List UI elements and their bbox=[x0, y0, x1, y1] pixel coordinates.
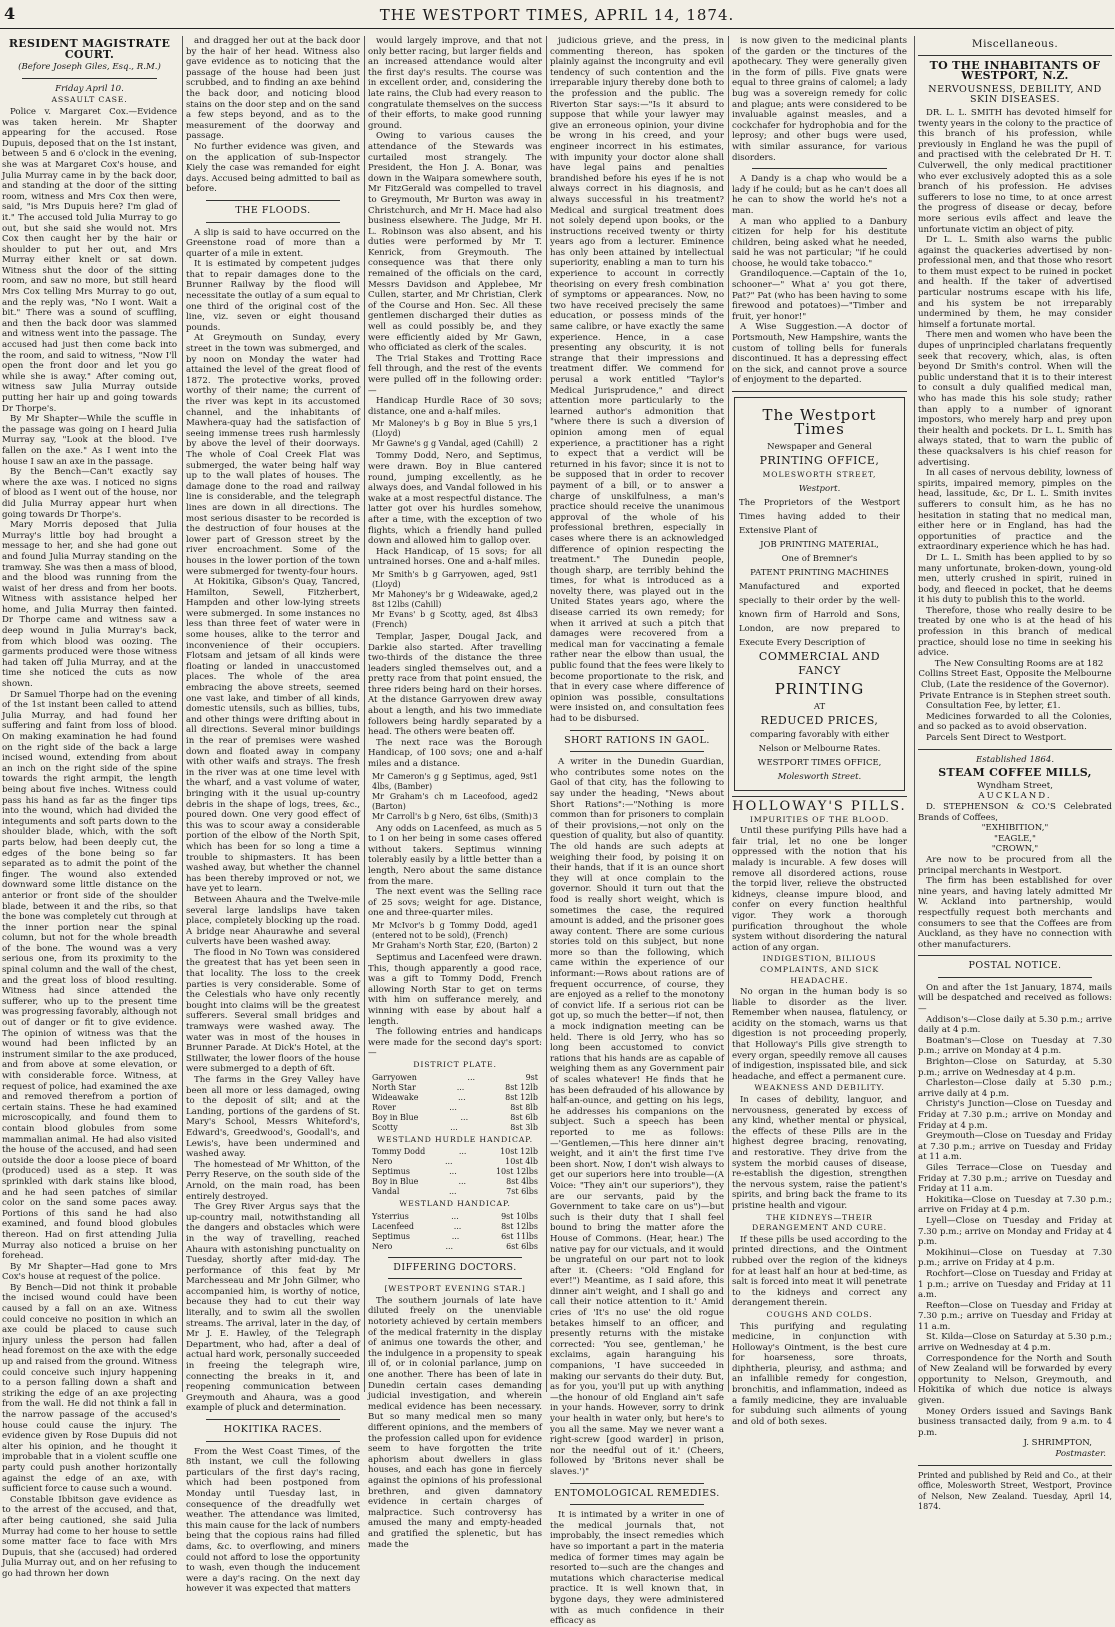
handicap-row bbox=[372, 1123, 538, 1133]
advert-line: REDUCED PRICES, bbox=[760, 714, 879, 727]
advert-paragraph: Medicines forwarded to all the Colonies, and so packed as to avoid observation. bbox=[918, 711, 1112, 733]
advert-paragraph: Dr L. L. Smith has been applied to by so many unfortunate, broken-down, young-old men, utterly crushed in spirit, ruined in body, and fleeced in pocket, that he deems it his duty to publish this to the world. bbox=[918, 552, 1112, 606]
handicap-cell: 7st 6lbs bbox=[506, 1187, 538, 1197]
postal-line: Hokitika—Close on Tuesday at 7.30 p.m.; arrive on Friday at 4 p.m. bbox=[918, 1194, 1112, 1216]
handicap-row bbox=[372, 1177, 538, 1187]
handicap-cell: 9st 10lbs bbox=[501, 1211, 538, 1221]
article-paragraph: A man who applied to a Danbury citizen for help for his destitute children, being asked what he needed, said he was not particular; "if he could choose, he would take tobacco." bbox=[732, 216, 907, 269]
handicap-cell: ... bbox=[451, 1211, 459, 1221]
handicap-row bbox=[372, 1147, 538, 1157]
handicap-cell: ... bbox=[456, 1082, 465, 1092]
handicap-cell: ... bbox=[451, 1231, 460, 1241]
horse-entry: Mr Graham's North Star, £20, (Barton) bbox=[372, 940, 531, 950]
subheading: COUGHS AND COLDS. bbox=[766, 1309, 873, 1319]
postal-line: Correspondence for the North and South of New Zealand will be forwarded by every opportunity to Nelson, Greymouth, and Hokitika of which due notice is always given. bbox=[918, 1353, 1112, 1407]
handicap-cell: ... bbox=[448, 1187, 457, 1197]
handicap-table bbox=[372, 1147, 538, 1197]
postal-line: Addison's—Close daily at 5.30 p.m.; arrive daily at 4 p.m. bbox=[918, 1014, 1112, 1036]
handicap-row bbox=[372, 1103, 538, 1113]
article-paragraph: If these pills be used according to the printed directions, and the Ointment rubbed over the region of the kidneys for at least half an hour at bed-time, as salt is forced into meat it will penetrate to the kidneys and correct any derangement therein. bbox=[732, 1234, 907, 1309]
article-paragraph: The homestead of Mr Whitton, of the Perry Reserve, on the south side of the Arnold, on the main road, has been entirely destroyed. bbox=[186, 1159, 360, 1202]
race-result-row bbox=[372, 610, 538, 630]
placing: 1 bbox=[532, 920, 538, 930]
article-paragraph: Owing to various causes the attendance of the Stewards was curtailed most strangely. The President, the Hon J. A. Bonar, was down in the Waipara somewhere south, Mr FitzGerald was compelled to travel to Greymouth, Mr Burton was away in Christchurch, and Mr H. Mace had also business elsewhere. The Judge, Mr H. L. Robinson was also absent, and his duties were performed by Mr T. Kenrick, from Greymouth. The consequence was that there only remained of the officials on the card, Messrs Davidson and Applebee, Mr Cullen, starter, and Mr Christian, Clerk of the Course and Hon. Sec. All these gentlemen discharged their duties as well as could possibly be, and they were efficiently aided by Mr Gawn, who officiated as clerk of the scales. bbox=[368, 131, 542, 354]
brand-item: "EAGLE," bbox=[994, 833, 1036, 844]
advert-paragraph: Dr L. L. Smith also warns the public against the quackeries advertised by non-professional men, and that those who resort to them must expect to be ruined in pocket and health. If the taker of advertised particular nostrums escape with his life, and his system be not irreparably undermined by them, he may consider himself a fortunate mortal. bbox=[918, 235, 1112, 330]
article-paragraph: A slip is said to have occurred on the Greenstone road of more than a quarter of a mile in extent. bbox=[186, 227, 360, 259]
handicap-cell: Septimus bbox=[372, 1231, 410, 1241]
doctors-source: [WESTPORT EVENING STAR.] bbox=[384, 1284, 526, 1294]
handicap-cell: ... bbox=[445, 1241, 454, 1251]
article-paragraph: The Trial Stakes and Trotting Race fell through, and the rest of the events were pulled off in the following order:— bbox=[368, 353, 542, 396]
race-results bbox=[372, 570, 538, 630]
placing: 2 bbox=[532, 940, 538, 950]
imprint: Printed and published by Reid and Co., at their office, Molesworth Street, Westport, Province of Nelson, New Zealand. Tuesday, April 14, 1874. bbox=[918, 1470, 1112, 1512]
brand-item: "CROWN," bbox=[991, 844, 1039, 855]
advert-line: Westport. bbox=[798, 484, 841, 494]
handicap-cell: Ysterrius bbox=[372, 1211, 409, 1221]
placing: 3 bbox=[532, 811, 538, 821]
nervousness-heading: NERVOUSNESS, DEBILITY, AND SKIN DISEASES. bbox=[928, 83, 1102, 106]
horse-entry: Mr Evans' b g Scotty, aged, 8st 4lbs (French) bbox=[372, 609, 533, 629]
race-results bbox=[372, 921, 538, 951]
article-paragraph: is now given to the medicinal plants of the garden or the tinctures of the apothecary. They were generally given in the form of pills. Five gnats were equal to three grains of calomel; a lady bug was a sovereign remedy for colic and plague; ants were considered to be invaluable against measles, and a cockchafer for hydrophobia and for the leprosy; and other bugs were used, with similar assurance, for various disorders. bbox=[732, 36, 907, 163]
advert-paragraph: There men and women who have been the dupes of unprincipled charlatans frequently seek that recovery, which, alas, is often beyond Dr Smith's control. When will the public understand that it is to their interest to consult a duly qualified medical man, who has made this his sole study; rather than apply to a number of ignorant impostors, who merely harp and prey upon their health and pockets. Dr L. L. Smith has always stated, that to warn the public of these quacksalvers is his chief reason for advertising. bbox=[918, 330, 1112, 468]
court-subheading: (Before Joseph Giles, Esq., R.M.) bbox=[18, 62, 161, 73]
handicap-cell: 9st bbox=[525, 1072, 538, 1082]
advert-line: PRINTING OFFICE, bbox=[759, 454, 880, 467]
handicap-cell: Tommy Dodd bbox=[372, 1147, 426, 1157]
handicap-cell: 10st 12lb bbox=[500, 1147, 538, 1157]
placing: 1 bbox=[532, 771, 538, 781]
postal-line: On and after the 1st January, 1874, mails will be despatched and received as follows:— bbox=[918, 982, 1112, 1015]
article-paragraph: Between Ahaura and the Twelve-mile several large landslips have taken place, completely blocking up the road. A bridge near Ahaurawhe and several culverts have been washed away. bbox=[186, 894, 360, 948]
handicap-cell: ... bbox=[450, 1122, 458, 1132]
masthead bbox=[0, 0, 1114, 29]
columns bbox=[2, 36, 1112, 1627]
article-paragraph: By Mr Shapter—While the scuffle in the passage was going on I heard Julia Murray say, "Look at the blood. I've fallen on the axe." As I went into the house I saw an axe in the passage. bbox=[2, 414, 177, 467]
article-paragraph: At Greymouth on Sunday, every street in the town was submerged, and by noon on Monday the water had attained the level of the great flood of 1872. The protective works, proved worthy of their name; the current of the river was kept in its accustomed channel, and the inhabitants of Mawhera-quay had the satisfaction of seeing immense trees rush harmlessly by above the level of their doorways. The whole of Coal Creek Flat was submerged, the water being half way up to the wall plates of houses. The damage done to the road and railway line is considerable, and the telegraph lines are down in all directions. The most serious disaster to be recorded is the destruction of four houses at the lower part of Gresson street by the river encroachment. Some of the houses in the lower portion of the town were submerged for twenty-four hours. bbox=[186, 333, 360, 577]
handicap-cell: North Star bbox=[372, 1082, 416, 1092]
handicap-cell: Wideawake bbox=[372, 1092, 419, 1102]
advert-paragraph: In all cases of nervous debility, lowness of spirits, impaired memory, pimples on the head, lassitude, &c, Dr L. L. Smith invites sufferers to consult him, as he has no hesitation in stating that no medical man, either here or in England, has had the opportunities of practice and the extraordinary experience which he has had. bbox=[918, 468, 1112, 553]
handicap-cell: ... bbox=[460, 1112, 469, 1122]
placing: 3 bbox=[532, 609, 538, 619]
race-title: The next event was the Selling race of 25 sovs; weight for age. Distance, one and three-quarter miles. bbox=[368, 887, 542, 919]
advert-line: The Proprietors of the Westport Times having added to their Extensive Plant of bbox=[739, 498, 900, 536]
postal-line: Christy's Junction—Close on Tuesday and Friday at 7.30 p.m.; arrive on Monday and Friday at 4 p.m. bbox=[918, 1099, 1112, 1131]
handicap-row bbox=[372, 1157, 538, 1167]
handicap-cell: ... bbox=[444, 1157, 453, 1167]
handicap-cell: Vandal bbox=[372, 1187, 400, 1197]
handicap-cell: 8st 8lb bbox=[510, 1102, 538, 1112]
printing-office-advert bbox=[734, 397, 905, 791]
advert-line: AT bbox=[813, 702, 826, 712]
handicap-cell: 6st 11lbs bbox=[501, 1231, 538, 1241]
steam-subheading: AUCKLAND. bbox=[978, 791, 1052, 802]
advert-line: PATENT PRINTING MACHINES bbox=[750, 568, 889, 578]
established-line: Established 1864. bbox=[975, 754, 1055, 765]
advert-line: JOB PRINTING MATERIAL, bbox=[760, 540, 879, 550]
postal-line: Lyell—Close on Tuesday and Friday at 7.30 p.m.; arrive on Monday and Friday at 4 p.m. bbox=[918, 1215, 1112, 1248]
advert-paragraph: Therefore, those who really desire to be treated by one who is at the head of his profession in this branch of medical practice, should lose no time in seeking his advice. bbox=[918, 605, 1112, 659]
postal-line: Brighton—Close on Saturday, at 5.30 p.m.; arrive on Wednesday at 4 p.m. bbox=[918, 1057, 1112, 1078]
horse-entry: Mr Maloney's b g Boy in Blue 5 yrs, (Lloyd) bbox=[372, 419, 533, 439]
horse-entry: Mr Cameron's g g Septimus, aged, 9st 4lbs, (Bamber) bbox=[372, 771, 533, 791]
handicap-cell: 10st 4lb bbox=[505, 1157, 538, 1167]
advert-line: Newspaper and General bbox=[767, 442, 872, 452]
advert-line: MOLESWORTH STREET, bbox=[762, 470, 877, 479]
article-paragraph: From the West Coast Times, of the 8th instant, we cull the following particulars of the first day's racing, which had been postponed from Monday until Tuesday last, in consequence of the dreadfully wet weather. The attendance was limited, this main cause for the lack of numbers being that the copious rains had filled dams, &c. to overflowing, and miners could not afford to lose the opportunity to wash, even though the inducement were a day's racing. On the next day however it was expected that matters bbox=[186, 1446, 360, 1595]
horse-entry: Mr Smith's b g Garryowen, aged, 9st (Lloyd) bbox=[372, 569, 533, 589]
advert-line: WESTPORT TIMES OFFICE, bbox=[757, 758, 882, 768]
court-heading: RESIDENT MAGISTRATE COURT. bbox=[8, 37, 171, 61]
advert-title: The Westport Times bbox=[762, 406, 877, 438]
handicap-cell: ... bbox=[467, 1072, 476, 1082]
postmaster-title: Postmaster. bbox=[1055, 1449, 1106, 1459]
article-paragraph: At Hokitika, Gibson's Quay, Tancred, Hamilton, Sewell, Fitzherbert, Hampden and other low-lying streets were submerged. In some instances no less than three feet of water were in some houses, alike to the terror and inconvenience of their occupiers. Flotsam and jetsam of all kinds were floating or landed in unaccustomed places. The whole of the area embracing the above streets, seemed one vast lake, and timber of all kinds, domestic utensils, such as billies, tubs, and other things were drifting about in all directions. Several minor buildings in the rear of premises were washed down and floated away in company with other waifs and strays. The fresh in the river was at one time level with the wharf, and a vast volume of water, bringing with it the usual up-country debris in the shape of logs, trees, &c., poured down. One very good effect of this was to scour away a considerable portion of the elbow of the North Spit, which has been for so long a time a trouble to shipmasters. It has been washed away, but whether the channel has been thereby improved or not, we have yet to learn. bbox=[186, 577, 360, 895]
article-paragraph: By Bench—Did not think it probable the incised wound could have been caused by a fall on an axe. Witness could conceive no position in which an axe could be placed to cause such injury unless the person had fallen head foremost on the axe with the edge up and raised from the ground. Witness could conceive such injury happening to a person falling down a shaft and striking the edge of an axe projecting from the wall. He did not think a fall in the narrow passage of the accused's house could cause the injury. The evidence given by Rose Dupuis did not alter his opinion, and he thought it improbable that in a violent scuffle one party could push another horizontally against the edge of an axe, with sufficient force to cause such a wound. bbox=[2, 1282, 177, 1495]
article-paragraph: Tommy Dodd, Nero, and Septimus, were drawn. Boy in Blue cantered round, jumping excellently, as he always does, and Vandal followed in his wake at a most respectful distance. The latter got over his hurdles somehow, after a time, with the exception of two flights, which a friendly hand pulled down and allowed him to gallop over. bbox=[368, 451, 542, 547]
handicap-row bbox=[372, 1113, 538, 1123]
article-paragraph: A Wise Suggestion.—A doctor of Portsmouth, New Hampshire, wants the custom of tolling bells for funerals discontinued. It has a depressing effect on the sick, and cannot prove a source of enjoyment to the departed. bbox=[732, 322, 907, 386]
placing: 2 bbox=[532, 791, 538, 801]
handicap-row bbox=[372, 1232, 538, 1242]
article-paragraph: Until these purifying Pills have had a fair trial, let no one be longer oppressed with the notion that his malady is incurable. A few doses will remove all disordered actions, rouse the torpid liver, relieve the obstructed kidneys, cleanse impure blood, and confer on every function healthful vigor. They work a thorough purification throughout the whole system without disordering the natural action of any organ. bbox=[732, 826, 907, 953]
race-result-row bbox=[372, 772, 538, 792]
handicap-cell: Scotty bbox=[372, 1122, 398, 1132]
handicap-row bbox=[372, 1187, 538, 1197]
postal-line: Greymouth—Close on Tuesday and Friday at 7.30 p.m.; arrive on Tuesday and Friday at 11 a.m. bbox=[918, 1131, 1112, 1163]
handicap-cell: 8st 12lb bbox=[505, 1092, 538, 1102]
subheading: IMPURITIES OF THE BLOOD. bbox=[749, 814, 890, 824]
article-paragraph: By the Bench—Can't exactly say where the axe was. I noticed no signs of blood as I went out of the house, nor did Julia Murray appear hurt when going towards Dr Thorpe's. bbox=[2, 467, 177, 520]
horse-entry: Mr Mahoney's br g Wideawake, aged, 8st 12lbs (Cahill) bbox=[372, 589, 533, 609]
handicap-cell: ... bbox=[449, 1167, 457, 1177]
doctors-heading: DIFFERING DOCTORS. bbox=[393, 1261, 517, 1273]
advert-line: COMMERCIAL AND FANCY bbox=[758, 650, 881, 677]
column-5 bbox=[728, 36, 910, 1427]
handicap-row bbox=[372, 1242, 538, 1252]
handicap-row bbox=[372, 1073, 538, 1083]
column-2 bbox=[182, 36, 363, 1595]
advert-paragraph: Parcels Sent Direct to Westport. bbox=[926, 733, 1067, 743]
advert-paragraph: The New Consulting Rooms are at 182 Collins Street East, Opposite the Melbourne Club, (Late the residence of the Governor). Private Entrance is in Stephen street south. bbox=[918, 658, 1112, 701]
horse-entry: Mr Graham's ch m Laceofood, aged (Barton) bbox=[372, 791, 533, 811]
article-paragraph: It is estimated by competent judges that to repair damages done to the Brunner Railway by the flood will necessitate the outlay of a sum equal to one third of the original cost of the line, viz. seven or eight thousand pounds. bbox=[186, 259, 360, 333]
race-result-row bbox=[372, 941, 538, 951]
horse-entry: Mr Carroll's b g Nero, 6st 6lbs, (Smith) bbox=[372, 811, 532, 821]
postal-heading: POSTAL NOTICE. bbox=[968, 960, 1062, 972]
article-paragraph: A writer in the Dunedin Guardian, who contributes some notes on the Gaol of that city, has the following to say under the heading, "News about Short Rations":—"Nothing is more common than for prisoners to complain of their provisions,—not only on the question of quality, but also of quantity. The old hands are such adepts at weighing their food, by poising it on their hands, that if it is an ounce short they will at once complain to the governor. Should it turn out that the food is really short weight, which is sometimes the case, the required amount is added, and the prisoner goes away content. There are some curious stories told on this subject, but none more so than the following, which came within the experience of our informant:—Rows about rations are of frequent occurrence, of course, they are enjoyed as a relief to the monotony of convict life. If a serious riot can be got up, so much the better—if not, then a mock indignation meeting can be held. There is old Jerry, who has so long been accustomed to convict rations that his hands are as capable of weighing them as any Government pair of scales whatever! He finds that he has been defrauded of his allowance by half-an-ounce, and getting on his legs, he addresses his companions on the subject. Such a speech has been reported to me as follows:—'Gentlemen,—This here dinner ain't weight, and it ain't the first time I've been short. Now, I don't wish always to get our superiors here into trouble—(A Voice: "They ain't our superiors"), they are our servants, paid by the Government to take care on us")—but such is their duty that I shall feel bound to bring the matter afore the House of Commons. (Hear, hear.) The native pay for our victuals, and it would be ungrateful on our part not to look after it. (Cheers: "Old England for ever!") Meantime, as I said afore, this dinner ain't weight, and I shall go and call their notice attention to it.' Amid cries of 'It's no use' the old rogue betakes himself to an officer, and presently returns with the mistake corrected: 'You see, gentleman,' he exclaims, again haranguing his companions, 'I have succeeded in making our servants do their duty. But, as for you, you'll put up with anything—the honour of old England ain't safe in your hands. However, sorry to drink your health in water only, but here's to you all the same. May we never want a right-screw [good warder] in prison, nor the needful out of it.' (Cheers, followed by 'Britons never shall be slaves.')" bbox=[550, 757, 724, 1477]
placing: 1 bbox=[532, 419, 538, 429]
race-results bbox=[372, 772, 538, 822]
advert-line: Molesworth Street. bbox=[777, 772, 862, 782]
handicap-table bbox=[372, 1212, 538, 1252]
handicap-table bbox=[372, 1073, 538, 1133]
handicap-cell: ... bbox=[453, 1221, 462, 1231]
postal-line: Boatman's—Close on Tuesday at 7.30 p.m.; arrive on Monday at 4 p.m. bbox=[918, 1035, 1112, 1057]
article-paragraph: Constable Ibbitson gave evidence as to the arrest of the accused, and that, after being cautioned, she said Julia Murray had come to her house to settle some matter face to face with Mrs Dupuis, that she (accused) had ordered Julia Murray out, and on her refusing to go had thrown her down bbox=[2, 1494, 177, 1579]
page-number: 4 bbox=[4, 4, 16, 23]
race-result-row bbox=[372, 570, 538, 590]
article-paragraph: The southern journals of late have diluted freely on the unenviable notoriety achieved by certain members of the medical fraternity in the display of animus one towards the other, and the indulgence in a propensity to speak ill of, or in colonial parlance, jump on one another. There has been of late in Dunedin certain cases demanding judicial investigation, and wherein medical evidence has been necessary. But so many medical men so many different opinions, and the members of the profession called upon for evidence seem to have forgotten the trite aphorism about dwellers in glass houses, and each has gone in fiercely against the opinions of his professional brethren, and given damnatory evidence in certain charges of malpractice. Such controversy has amused the many and empty-headed and gratified the splenetic, but has made the bbox=[368, 1295, 542, 1550]
advert-line: PRINTING bbox=[774, 680, 865, 698]
advert-paragraph: D. STEPHENSON & CO.'S Celebrated Brands of Coffees, bbox=[918, 801, 1112, 823]
handicap-cell: Rover bbox=[372, 1102, 396, 1112]
inhabitants-heading: TO THE INHABITANTS OF WESTPORT, N.Z. bbox=[929, 58, 1101, 83]
masthead-title: THE WESTPORT TIMES, APRIL 14, 1874. bbox=[379, 6, 735, 24]
handicap-cell: Nero bbox=[372, 1157, 393, 1167]
subheading: THE KIDNEYS—THEIR DERANGEMENT AND CURE. bbox=[752, 1212, 887, 1233]
misc-heading: Miscellaneous. bbox=[971, 38, 1059, 50]
subheading: INDIGESTION, BILIOUS COMPLAINTS, AND SICK HEADACHE. bbox=[760, 954, 879, 985]
handicap-cell: ... bbox=[458, 1092, 466, 1102]
article-paragraph: The following entries and handicaps were made for the second day's sport:— bbox=[368, 1027, 542, 1059]
postal-line: Giles Terrace—Close on Tuesday and Friday at 7.30 p.m.; arrive on Tuesday and Friday at 11 a.m. bbox=[918, 1162, 1112, 1195]
article-paragraph: Police v. Margaret Cox.—Evidence was taken herein. Mr Shapter appearing for the accused. Rose Dupuis, deposed that on the 1st instant, between 5 and 6 o'clock in the evening, she was at Margaret Cox's house, and Julia Murray came in by the back door, and standing at the door of the sitting room, witness and Mrs Cox then were, said, "is Mrs Dupuis here? I'm glad of it." The accused told Julia Murray to go out, but she said she would not. Mrs Cox then caught her by the hair or shoulder to put her out, and Mrs Murray either knelt or sat down. Witness shut the door of the sitting room, and saw no more, but still heard Mrs Cox telling Mrs Murray to go out, and the reply was, "No I wont. Wait a bit." There was a sound of scuffling, and then the back door was slammed and witness went into the passage. The accused had just then come back into the room, and said to witness, "Now I'll open the front door and let you go while she is away." After coming out, witness saw Julia Murray outside putting her hair up and going towards Dr Thorpe's. bbox=[2, 106, 177, 414]
handicap-cell: 8st 12lb bbox=[505, 1082, 538, 1092]
handicap-cell: Septimus bbox=[372, 1167, 410, 1177]
article-paragraph: Grandiloquence.—Captain of the 1o, schooner—" What a' you got there, Pat?" Pat (who has been having to some firewood and potatoes)—"Timber and fruit, yer honor!" bbox=[732, 269, 907, 322]
handicap-cell: ... bbox=[458, 1177, 467, 1187]
article-paragraph: Any odds on Lacenfeed, as much as 5 to 1 on her being in some cases offered without takers. Septimus winning tolerably easily by a little better than a length, Nero about the same distance from the mare. bbox=[368, 823, 542, 887]
steam-subheading: Wyndham Street, bbox=[977, 780, 1053, 791]
column-4 bbox=[546, 36, 727, 1627]
handicap-cell: Garryowen bbox=[372, 1072, 417, 1082]
handicap-cell: ... bbox=[458, 1147, 467, 1157]
race-result-row bbox=[372, 439, 538, 449]
advert-line: comparing favorably with either bbox=[749, 730, 890, 740]
postal-line: St. Kilda—Close on Saturday at 5.30 p.m.; arrive on Wednesday at 4 p.m. bbox=[918, 1332, 1112, 1354]
article-paragraph: No organ in the human body is so liable to disorder as the liver. Remember when nausea, flatulency, or acidity on the stomach, warns us that digestion is not proceeding properly, that Holloway's Pills give strength to every organ, speedily remove all causes of indigestion, inspissated bile, and sick headache, and effect a permanent cure. bbox=[732, 987, 907, 1082]
handicap-cell: Nero bbox=[372, 1241, 393, 1251]
steam-heading: STEAM COFFEE MILLS, bbox=[938, 766, 1092, 780]
advert-line: Manufactured and exported specially to their order by the well-known firm of Harrold and Sons, London, are now prepared to Execute Every Description of bbox=[739, 582, 900, 648]
handicap-row bbox=[372, 1083, 538, 1093]
postal-line: Reefton—Close on Tuesday and Friday at 7.30 p.m.; arrive on Tuesday and Friday at 11 a.m. bbox=[918, 1300, 1112, 1332]
article-paragraph: The farms in the Grey Valley have been all more or less damaged, owing to the deposit of silt; and at the Landing, portions of the gardens of St. Mary's School, Messrs Whiteford's, Edward's, Greedwood's, Goodall's, and Lewis's, have been undermined and washed away. bbox=[186, 1075, 360, 1160]
advert-paragraph: The firm has been established for over nine years, and having lately admitted Mr W. Ackland into partnership, would respectfully request both merchants and consumers to see that the Coffees are from Auckland, as they have no connection with other manufacturers. bbox=[918, 876, 1112, 950]
court-date: Friday April 10. bbox=[55, 83, 124, 94]
article-paragraph: By Mr Shapter—Had gone to Mrs Cox's house at request of the police. bbox=[2, 1261, 177, 1283]
horse-entry: Mr McIvor's b g Tommy Dodd, aged (entered not to be sold), (French) bbox=[372, 920, 533, 940]
article-paragraph: judicious grieve, and the press, in commenting thereon, has spoken plainly against the incongruity and evil tendency of such contention and the irreparable injury thereby done both to the profession and the public. The Riverton Star says:—"Is it absurd to suppose that while your lawyer may give an erroneous opinion, your divine be wrong in his creed, and your engineer incorrect in his estimates, with impunity your doctor alone shall have legal pains and penalties brandished before his eyes if he is not always correct in his diagnosis, and always successful in his treatment? Medical and surgical treatment does not solely depend upon books, or the instructions received twenty or thirty years ago from a lecturer. Eminence has only been attained by intellectual superiority, enabling a man to turn his experience to account in correctly theorising on every fresh combination of symptoms or appearances. Now, no two have received precisely the same education, or possess minds of the same calibre, or have exactly the same experience. Hence, in a case presenting any obscurity, it is not strange that their impressions and treatment differ. We commend for perusal a work entitled "Taylor's Medical Jurisprudence," and direct attention more particularly to the learned author's admonition that "where there is such a diversion of opinion among men of equal experience, a practitioner has a right to expect that a verdict will be returned in his favor; since it is not to be supposed that in order to recover payment of a bill, or to answer a charge of unskilfulness, a man's practice should receive the unanimous approval of the whole of his professional brethren, especially in cases where there is an acknowledged difference of opinion respecting the treatment." The Dunedin people, though sharp, are terribly behind the times, for what is introduced as a novelty there, was played out in the United States years ago, where the disease carried its own remedy; for when it arrived at such a pitch that damages were recovered from a medical man for vaccinating a female rather near the elbow than usual, the public found that the fees were likely to become proportionate to the risk, and that in every case where difference of opinion was possible, consultations were insisted on, and consultation fees had to be disbursed. bbox=[550, 36, 724, 724]
handicap-cell: 6st 6lbs bbox=[506, 1241, 538, 1251]
brand-list bbox=[918, 823, 1112, 855]
advert-paragraph: Consultation Fee, by letter, £1. bbox=[926, 701, 1061, 712]
advert-line: One of Bremner's bbox=[781, 554, 858, 564]
advert-paragraph: Are now to be procured from all the principal merchants in Westport. bbox=[918, 854, 1112, 876]
article-paragraph: Dr Samuel Thorpe had on the evening of the 1st instant been called to attend Julia Murray, and had found her suffering and faint from loss of blood. On making examination he had found on the right side of the back a large incised wound, extending from about an inch on the right side of the spine towards the right armpit, the length being about five inches. Witness could pass his hand as far as the finger tips into the wound, which had divided the integuments and soft parts down to the shoulder blade, which, with the soft parts below, had been deeply cut, the edges of the bone being so far separated as to admit the point of the finger. The wound also extended downward some little distance on the anterior or front side of the shoulder blade, between it and the ribs, so that the bone was completely cut through at the inner portion near the spinal column, but not for the whole breadth of the bone. The wound was a very serious one, from its proximity to the spinal column and the wall of the chest, and the great loss of blood resulting. Witness had since attended the sufferer, who up to the present time was progressing favorably, although not out of danger or fit to give evidence. The opinion of witness was that the wound had been inflicted by an instrument similar to the axe produced, and from above at some elevation, or with considerable force. Witness, at request of police, had examined the axe and removed therefrom a portion of certain stains. These he had examined microscopically, and found them to contain blood globules from some mammalian animal. He had also visited the house of the accused, and had seen outside the door a loose piece of board (produced) used as a step. It was sprinkled with dark stains like blood, and he had seen patches of similar color on the sand some paces away. Portions of this sand he had also examined, and found blood globules thereon. Had on first attending Julia Murray also noticed a bruise on her forehead. bbox=[2, 689, 177, 1262]
advert-line: Nelson or Melbourne Rates. bbox=[758, 744, 881, 754]
race-title: The next race was the Borough Handicap, of 100 sovs; one and a-half miles and a distance. bbox=[368, 737, 542, 770]
advert-paragraph: DR. L. L. SMITH has devoted himself for twenty years in the colony to the practice of this branch of his profession, while previously in England he was the pupil of and practised with the celebrated Dr H. T. Culverwell, the only medical practitioner who ever exclusively adopted this as a sole branch of his profession. He advises sufferers to lose no time, to at once arrest the progress of disease or decay, before more serious evils affect and leave the unfortunate victim an object of pity. bbox=[918, 107, 1112, 235]
holloway-pills-heading: HOLLOWAY'S PILLS. bbox=[732, 799, 907, 814]
handicap-cell: ... bbox=[449, 1102, 457, 1112]
race-result-row bbox=[372, 812, 538, 822]
case-title: ASSAULT CASE. bbox=[51, 95, 128, 105]
floods-heading: THE FLOODS. bbox=[235, 204, 311, 216]
race-result-row bbox=[372, 419, 538, 439]
race-results bbox=[372, 419, 538, 449]
postmaster-name: J. SHRIMPTON, bbox=[1023, 1438, 1092, 1449]
races-heading: HOKITIKA RACES. bbox=[223, 1424, 323, 1435]
race-result-row bbox=[372, 792, 538, 812]
handicap-cell: Boy in Blue bbox=[372, 1177, 419, 1187]
brand-item: "EXHIBITION," bbox=[981, 823, 1049, 834]
westland-hurdle-heading: WESTLAND HURDLE HANDICAP. bbox=[377, 1134, 533, 1144]
postal-line: Charleston—Close daily at 5.30 p.m.; arrive daily at 4 p.m. bbox=[918, 1078, 1112, 1099]
gaol-heading: SHORT RATIONS IN GAOL. bbox=[564, 734, 710, 746]
race-result-row bbox=[372, 590, 538, 610]
article-paragraph: In cases of debility, languor, and nervousness, generated by excess of any kind, whether mental or physical, the effects of these Pills are in the highest degree bracing, renovating, and restorative. They drive from the system the morbid causes of disease, re-establish the digestion, strengthen the nervous system, raise the patient's spirits, and bring back the frame to its pristine health and vigour. bbox=[732, 1095, 907, 1211]
postal-line: Money Orders issued and Savings Bank business transacted daily, from 9 a.m. to 4 p.m. bbox=[918, 1406, 1112, 1438]
westland-handicap-heading: WESTLAND HANDICAP. bbox=[399, 1199, 511, 1209]
article-paragraph: Septimus and Lacenfeed were drawn. This, though apparently a good race, was a gift to Tommy Dodd, French allowing North Star to get on terms with him on sufferance merely, and winning with ease by about half a length. bbox=[368, 952, 542, 1027]
postal-line: Rochfort—Close on Tuesday and Friday at 1 p.m.; arrive on Tuesday and Friday at 11 a.m. bbox=[918, 1268, 1112, 1301]
entomological-heading: ENTOMOLOGICAL REMEDIES. bbox=[554, 1487, 720, 1499]
article-paragraph: The Grey River Argus says that the up-country mail, notwithstanding all the dangers and obstacles which were in the way of travelling, reached Ahaura with astonishing punctuality on Tuesday, shortly after mid-day. The performance of this feat by Mr Marchesseau and Mr John Gilmer, who accompanied him, is worthy of notice, because they had to cut their way literally, and to swim all the swollen streams. The arrival, later in the day, of Mr J. E. Hawley, of the Telegraph Department, who had, after a deal of actual hard work, personally succeeded in freeing the telegraph wire, connecting the breaks in it, and reopening communication between Greymouth and Ahaura, was a good example of pluck and determination. bbox=[186, 1202, 360, 1414]
column-1 bbox=[2, 36, 180, 1579]
article-paragraph: A Dandy is a chap who would be a lady if he could; but as he can't does all he can to show the world he's not a man. bbox=[732, 174, 907, 216]
article-paragraph: No further evidence was given, and on the application of sub-Inspector Kiely the case was remanded for eight days. Accused being admitted to bail as before. bbox=[186, 141, 360, 195]
article-paragraph: The flood in No Town was considered the greatest that has yet been seen in that locality. The loss to the creek parties is very considerable. Some of the Celestials who have only recently bought into claims will be the greatest sufferers. Several small bridges and tramways were washed away. The water was in most of the houses in Brunner Parade. At Dick's Hotel, at the Stillwater, the lower floors of the house were submerged to a depth of 6ft. bbox=[186, 947, 360, 1075]
handicap-cell: 8st 4lbs bbox=[506, 1177, 538, 1187]
handicap-row bbox=[372, 1167, 538, 1177]
race-result-row bbox=[372, 921, 538, 941]
placing: 2 bbox=[532, 439, 538, 449]
handicap-row bbox=[372, 1222, 538, 1232]
handicap-cell: Boy in Blue bbox=[372, 1112, 419, 1122]
handicap-cell: 8st 3lb bbox=[510, 1122, 538, 1132]
placing: 1 bbox=[532, 569, 538, 579]
district-plate-heading: DISTRICT PLATE. bbox=[413, 1059, 497, 1069]
article-paragraph: It is intimated by a writer in one of the medical journals that, not improbably, the insect remedies which have so important a part in the materia medica of former times may again be resorted to—such are the changes and mutations which characterise medical practice. It is well known that, in bygone days, they were administered with as much confidence in their efficacy as bbox=[550, 1510, 724, 1627]
article-paragraph: Templar, Jasper, Dougal Jack, and Darkie also started. After travelling two-thirds of the distance the three leaders singled themselves out, and a pretty race from that point ensued, the three riders being hard on their horses. At the distance Garryowen drew away about a length, and his two immediate followers being hardly separated by a head. The others were beaten off. bbox=[368, 631, 542, 738]
article-paragraph: would largely improve, and that not only better racing, but larger fields and an increased attendance would alter the first day's results. The course was in excellent order, and, considering the late rains, the Club had every reason to congratulate themselves on the success of their efforts, to make good running ground. bbox=[368, 36, 542, 131]
article-paragraph: and dragged her out at the back door by the hair of her head. Witness also gave evidence as to noticing that the passage of the house had been just scrubbed, and to finding an axe behind the back door, and noticing blood stains on the door step and on the sand a few steps beyond, and as to the measurement of the doorway and passage. bbox=[186, 36, 360, 142]
race-title: Hack Handicap, of 15 sovs; for all untrained horses. One and a-half miles. bbox=[368, 546, 542, 568]
placing: 2 bbox=[532, 589, 538, 599]
handicap-cell: 8st 12lbs bbox=[501, 1221, 538, 1231]
column-6 bbox=[914, 36, 1115, 1512]
article-paragraph: Mary Morris deposed that Julia Murray's little boy had brought a message to her, and she had gone out and found Julia Murray standing on the tramway. She was then a mass of blood, and the blood was running from the waist of her dress and from her boots. Witness with assistance helped her home, and Julia Murray then fainted. Dr Thorpe came and witness saw a deep wound in Julia Murray's back, from which blood was oozing. The garments produced were those witness had taken off Julia Murray, and at the time she noticed the cuts as now shown. bbox=[2, 520, 177, 690]
subheading: WEAKNESS AND DEBILITY. bbox=[754, 1083, 885, 1093]
handicap-cell: Lacenfeed bbox=[372, 1221, 414, 1231]
race-title: Handicap Hurdle Race of 30 sovs; distance, one and a-half miles. bbox=[368, 396, 542, 417]
handicap-cell: 10st 12lbs bbox=[495, 1167, 538, 1177]
postal-line: Mokihinui—Close on Tuesday at 7.30 p.m.; arrive on Friday at 4 p.m. bbox=[918, 1247, 1112, 1269]
horse-entry: Mr Gawne's g g Vandal, aged (Cahill) bbox=[372, 439, 524, 449]
handicap-cell: 8st 6lb bbox=[510, 1112, 538, 1122]
handicap-row bbox=[372, 1093, 538, 1103]
column-3 bbox=[364, 36, 545, 1550]
article-paragraph: This purifying and regulating medicine, in conjunction with Holloway's Ointment, is the best cure for hoarseness, sore throats, diphtheria, pleurisy, and asthma; and an infallible remedy for congestion, bronchitis, and inflammation, indeed as a family medicine, they are invaluable for subduing such ailments of young and old of both sexes. bbox=[732, 1321, 907, 1427]
handicap-row bbox=[372, 1212, 538, 1222]
